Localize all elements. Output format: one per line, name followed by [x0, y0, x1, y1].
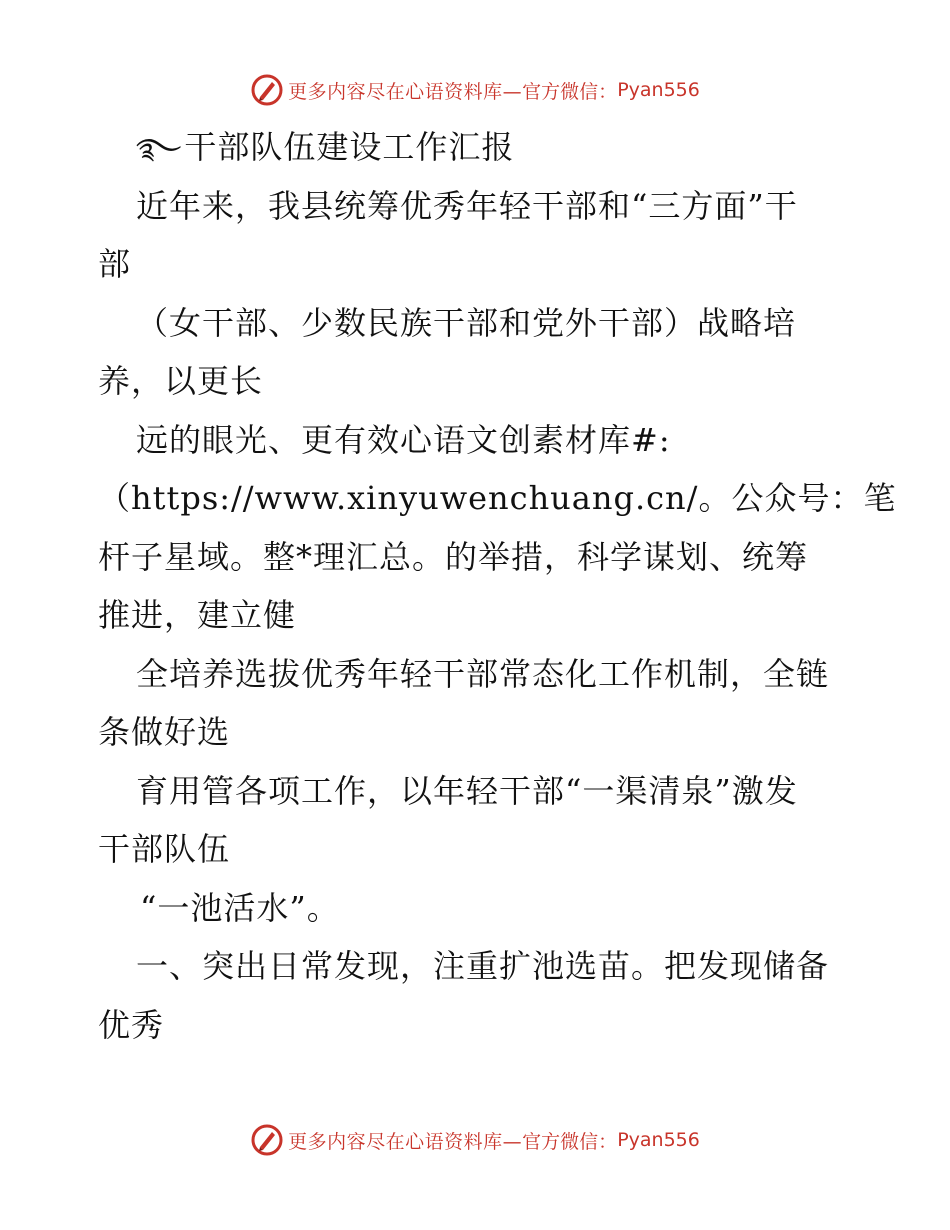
banner-wechat-id: Pyan556	[617, 79, 700, 101]
paragraph-line: “一池活水”。	[140, 888, 340, 927]
paragraph-line: 近年来，我县统筹优秀年轻干部和“三方面”干	[136, 186, 798, 225]
document-body	[98, 118, 897, 1054]
paragraph-line: 育用管各项工作，以年轻干部“一渠清泉”激发	[136, 771, 798, 810]
leaf-ornament-icon: ࿐	[136, 132, 183, 165]
banner-wechat-label: 官方微信：	[522, 80, 618, 103]
paragraph-line: 干部队伍	[98, 830, 231, 868]
document-title	[98, 118, 858, 177]
pen-logo-icon	[250, 73, 284, 107]
paragraph-line: 条做好选	[98, 713, 231, 751]
footer-banner	[0, 1120, 950, 1160]
document-title-text: 干部队伍建设工作汇报	[184, 128, 515, 166]
paragraph-line: 优秀	[98, 1005, 165, 1044]
banner-promo-text: 更多内容尽在心语资料库—	[288, 80, 523, 103]
section-heading-line: 一、突出日常发现，注重扩池选苗。把发现储备	[136, 947, 830, 985]
paragraph-line: 养，以更长	[98, 362, 264, 400]
banner-wechat-label: 官方微信：	[522, 1130, 618, 1153]
paragraph-line: （女干部、少数民族干部和党外干部）战略培	[136, 303, 797, 342]
paragraph-line: 推进，建立健	[98, 596, 297, 634]
paragraph-line: 部	[98, 245, 132, 283]
paragraph-line: 远的眼光、更有效心语文创素材库#:	[136, 420, 671, 459]
paragraph-line: 全培养选拔优秀年轻干部常态化工作机制，全链	[136, 654, 830, 693]
paragraph-line: 杆子星域。整*理汇总。的举措，科学谋划、统筹	[98, 537, 809, 576]
paragraph-line: （https://www.xinyuwenchuang.cn/。公众号：笔	[98, 479, 897, 517]
banner-promo-text: 更多内容尽在心语资料库—	[288, 1130, 523, 1153]
banner-wechat-id: Pyan556	[617, 1129, 700, 1151]
header-banner	[0, 70, 950, 110]
pen-logo-icon	[250, 1123, 284, 1157]
